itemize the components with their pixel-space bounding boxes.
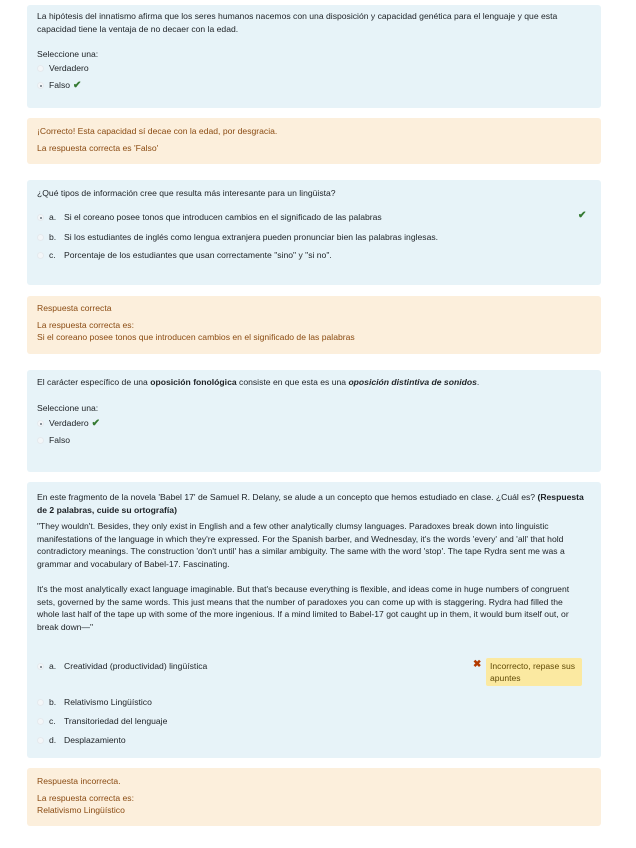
option-c[interactable] (37, 249, 332, 261)
option-label: Creatividad (productividad) lingüística (64, 661, 208, 671)
radio-button-selected[interactable] (37, 663, 44, 670)
correct-answer-label: La respuesta correcta es: (37, 320, 134, 330)
option-letter: a. (49, 661, 57, 671)
option-falso[interactable] (37, 434, 70, 446)
option-verdadero[interactable] (37, 62, 89, 74)
incorrect-feedback-badge: Incorrecto, repase sus apuntes (486, 658, 582, 686)
option-label: Si los estudiantes de inglés como lengua extranjera pueden pronunciar bien las palabras inglesas. (64, 232, 439, 242)
quote-paragraph-2: It's the most analytically exact language imaginable. But that's because everything is flexible, and ideas come in huge numbers of congruent sets, governed by the same words. This just means that the number of paradoxes you can come up with is staggering. Rydra had filled the whole last half of the tape up with some of the more ingenious. If a mind limited to Babel-17 got caught up in them, it would bum itself out, or break down—" (37, 584, 570, 632)
quote-paragraph-1: "They wouldn't. Besides, they only exist in English and a few other analytically clumsy languages. Paradoxes break down into linguistic manifestations of the language in which they're expressed. For the Spanish barber, and Wednesday, it's the words 'every' and 'all' that hold contradictory meanings. The construction 'don't until' has a similar ambiguity. The same with the word 'stop'. The tape Rydra sent me was a grammar and vocabulary of Babel-17. Fascinating. (37, 521, 565, 569)
radio-button[interactable] (37, 718, 44, 725)
option-letter: d. (49, 735, 57, 745)
option-letter: b. (49, 697, 57, 707)
option-label: Transitoriedad del lenguaje (64, 716, 168, 726)
text-part: . (476, 377, 480, 387)
select-prompt: Seleccione una: (37, 403, 99, 413)
feedback-2 (27, 296, 601, 354)
option-b[interactable] (37, 696, 152, 708)
radio-button[interactable] (37, 234, 44, 241)
feedback-1 (27, 118, 601, 164)
feedback-text: Respuesta correcta (37, 303, 112, 313)
option-label: Verdadero (49, 63, 89, 73)
feedback-text: ¡Correcto! Esta capacidad sí decae con la edad, por desgracia. (37, 126, 278, 136)
option-falso[interactable] (37, 79, 81, 91)
option-a[interactable] (37, 660, 207, 672)
question-1 (27, 5, 601, 108)
question-4 (27, 482, 601, 758)
option-b[interactable] (37, 231, 438, 243)
option-letter: c. (49, 716, 56, 726)
question-1-text: La hipótesis del innatismo afirma que los seres humanos nacemos con una disposición y capacidad genética para el lenguaje y que esta capacidad tiene la ventaja de no decaer con la edad. (37, 11, 558, 34)
correct-answer-text: Relativismo Lingüístico (37, 805, 125, 815)
question-3 (27, 370, 601, 472)
option-label: Porcentaje de los estudiantes que usan correctamente "sino" y "si no". (64, 250, 332, 260)
radio-button[interactable] (37, 737, 44, 744)
radio-button-selected[interactable] (37, 214, 44, 221)
radio-button[interactable] (37, 437, 44, 444)
option-a[interactable] (37, 211, 382, 223)
feedback-4 (27, 768, 601, 826)
term-bold: oposición fonológica (150, 377, 237, 387)
question-2-text: ¿Qué tipos de información cree que resulta más interesante para un lingüista? (37, 188, 336, 198)
correct-answer-text: La respuesta correcta es 'Falso' (37, 143, 159, 153)
option-label: Falso (49, 435, 71, 445)
check-icon: ✔ (91, 417, 101, 429)
option-d[interactable] (37, 734, 126, 746)
radio-button-selected[interactable] (37, 420, 44, 427)
radio-button[interactable] (37, 65, 44, 72)
check-icon: ✔ (578, 210, 587, 221)
option-verdadero[interactable] (37, 417, 100, 429)
intro-text: En este fragmento de la novela 'Babel 17' de Samuel R. Delany, se alude a un concepto que hemos estudiado en clase. ¿Cuál es? (37, 492, 538, 502)
term-bold-italic: oposición distintiva de sonidos (348, 377, 477, 387)
correct-answer-label: La respuesta correcta es: (37, 793, 134, 803)
option-c[interactable] (37, 715, 167, 727)
question-4-intro (37, 491, 587, 516)
option-label: Si el coreano posee tonos que introducen cambios en el significado de las palabras (64, 212, 382, 222)
option-label: Falso (49, 80, 71, 90)
intro-bold: (Respuesta de 2 palabras, cuide su ortografía) (37, 492, 584, 515)
question-2 (27, 180, 601, 285)
radio-button[interactable] (37, 252, 44, 259)
option-label: Desplazamiento (64, 735, 126, 745)
option-letter: b. (49, 232, 57, 242)
text-part: consiste en que esta es una (236, 377, 349, 387)
option-letter: c. (49, 250, 56, 260)
option-label: Verdadero (49, 418, 89, 428)
radio-button-selected[interactable] (37, 82, 44, 89)
check-icon: ✔ (73, 79, 82, 91)
correct-answer-text: Si el coreano posee tonos que introducen cambios en el significado de las palabras (37, 332, 355, 342)
radio-button[interactable] (37, 699, 44, 706)
option-letter: a. (49, 212, 57, 222)
text-part: El carácter específico de una (37, 377, 151, 387)
feedback-text: Respuesta incorrecta. (37, 776, 121, 786)
question-3-text (37, 376, 479, 389)
option-label: Relativismo Lingüístico (64, 697, 152, 707)
incorrect-icon: ✖ (473, 659, 482, 670)
select-prompt: Seleccione una: (37, 49, 99, 59)
